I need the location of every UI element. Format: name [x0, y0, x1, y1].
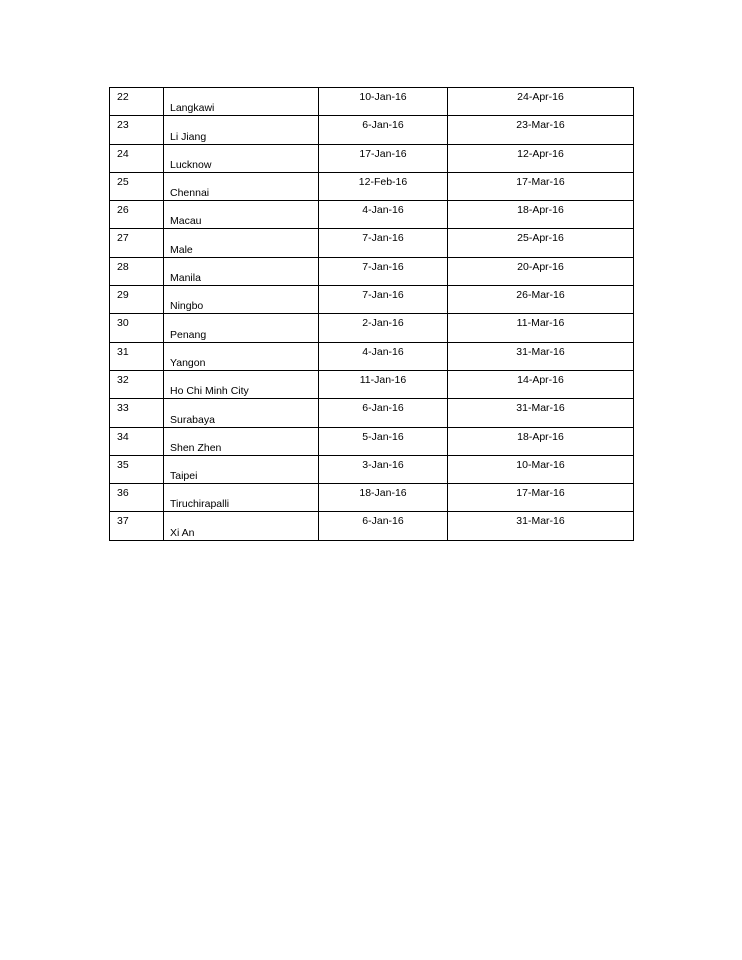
- city-name: Langkawi: [170, 102, 215, 115]
- row-number: 33: [117, 402, 129, 415]
- city-cell: [164, 484, 319, 512]
- schedule-table: [109, 87, 634, 541]
- end-date: 25-Apr-16: [517, 232, 564, 245]
- start-date-cell: [319, 399, 448, 427]
- table-row: [110, 455, 634, 483]
- start-date-cell: [319, 512, 448, 540]
- row-number: 32: [117, 373, 129, 386]
- table-row: [110, 116, 634, 144]
- end-date-cell: [448, 172, 634, 200]
- start-date-cell: [319, 314, 448, 342]
- table-row: [110, 342, 634, 370]
- row-number-cell: [110, 286, 164, 314]
- table-row: [110, 314, 634, 342]
- row-number-cell: [110, 229, 164, 257]
- end-date: 17-Mar-16: [516, 487, 565, 500]
- row-number: 30: [117, 317, 129, 330]
- start-date-cell: [319, 201, 448, 229]
- city-name: Chennai: [170, 187, 210, 200]
- row-number-cell: [110, 484, 164, 512]
- start-date: 7-Jan-16: [362, 260, 404, 273]
- end-date: 31-Mar-16: [516, 345, 565, 358]
- city-name: Macau: [170, 215, 202, 228]
- end-date-cell: [448, 512, 634, 540]
- end-date: 12-Apr-16: [517, 147, 564, 160]
- table-row: [110, 144, 634, 172]
- end-date: 20-Apr-16: [517, 260, 564, 273]
- table-row: [110, 512, 634, 540]
- row-number: 28: [117, 260, 129, 273]
- start-date-cell: [319, 229, 448, 257]
- table-row: [110, 427, 634, 455]
- end-date-cell: [448, 286, 634, 314]
- city-cell: [164, 88, 319, 116]
- start-date: 10-Jan-16: [359, 91, 407, 103]
- row-number-cell: [110, 512, 164, 540]
- end-date: 18-Apr-16: [517, 430, 564, 443]
- row-number-cell: [110, 399, 164, 427]
- city-cell: [164, 229, 319, 257]
- row-number-cell: [110, 116, 164, 144]
- start-date: 6-Jan-16: [362, 402, 404, 415]
- row-number-cell: [110, 88, 164, 116]
- start-date: 11-Jan-16: [359, 373, 407, 386]
- city-name: Yangon: [170, 356, 206, 369]
- city-name: Surabaya: [170, 413, 215, 426]
- row-number-cell: [110, 455, 164, 483]
- city-cell: [164, 314, 319, 342]
- end-date-cell: [448, 88, 634, 116]
- city-cell: [164, 455, 319, 483]
- row-number: 27: [117, 232, 129, 245]
- start-date: 5-Jan-16: [362, 430, 404, 443]
- city-name: Penang: [170, 328, 207, 341]
- row-number: 35: [117, 458, 129, 471]
- row-number: 22: [117, 91, 129, 103]
- end-date: 31-Mar-16: [516, 402, 565, 415]
- row-number: 26: [117, 204, 129, 217]
- row-number-cell: [110, 370, 164, 398]
- row-number: 25: [117, 175, 129, 188]
- city-cell: [164, 427, 319, 455]
- row-number: 24: [117, 147, 129, 160]
- city-name: Lucknow: [170, 158, 212, 171]
- city-cell: [164, 172, 319, 200]
- table-row: [110, 370, 634, 398]
- row-number: 36: [117, 487, 129, 500]
- row-number-cell: [110, 427, 164, 455]
- start-date: 4-Jan-16: [362, 204, 404, 217]
- start-date: 7-Jan-16: [362, 289, 404, 302]
- start-date: 3-Jan-16: [362, 458, 404, 471]
- end-date-cell: [448, 144, 634, 172]
- end-date: 18-Apr-16: [517, 204, 564, 217]
- end-date-cell: [448, 229, 634, 257]
- end-date-cell: [448, 455, 634, 483]
- end-date-cell: [448, 427, 634, 455]
- city-cell: [164, 201, 319, 229]
- table-row: [110, 172, 634, 200]
- start-date: 2-Jan-16: [362, 317, 404, 330]
- table-row: [110, 286, 634, 314]
- row-number-cell: [110, 257, 164, 285]
- end-date: 24-Apr-16: [517, 91, 564, 103]
- schedule-table-body: [110, 88, 634, 541]
- start-date-cell: [319, 484, 448, 512]
- end-date-cell: [448, 201, 634, 229]
- start-date-cell: [319, 257, 448, 285]
- table-row: [110, 88, 634, 116]
- city-name: Manila: [170, 272, 201, 285]
- end-date-cell: [448, 399, 634, 427]
- start-date-cell: [319, 116, 448, 144]
- end-date-cell: [448, 484, 634, 512]
- end-date-cell: [448, 257, 634, 285]
- row-number-cell: [110, 342, 164, 370]
- city-name: Li Jiang: [170, 130, 207, 143]
- city-cell: [164, 512, 319, 540]
- end-date-cell: [448, 314, 634, 342]
- city-name: Ho Chi Minh City: [170, 385, 249, 398]
- city-cell: [164, 257, 319, 285]
- table-row: [110, 201, 634, 229]
- table-row: [110, 229, 634, 257]
- row-number-cell: [110, 172, 164, 200]
- start-date-cell: [319, 144, 448, 172]
- city-cell: [164, 144, 319, 172]
- end-date: 11-Mar-16: [516, 317, 565, 330]
- table-row: [110, 484, 634, 512]
- row-number: 37: [117, 515, 129, 528]
- end-date: 23-Mar-16: [516, 119, 565, 132]
- row-number-cell: [110, 144, 164, 172]
- city-name: Shen Zhen: [170, 441, 222, 454]
- start-date: 6-Jan-16: [362, 119, 404, 132]
- start-date-cell: [319, 172, 448, 200]
- row-number: 31: [117, 345, 129, 358]
- start-date-cell: [319, 370, 448, 398]
- end-date-cell: [448, 342, 634, 370]
- end-date-cell: [448, 116, 634, 144]
- city-name: Taipei: [170, 470, 198, 483]
- city-name: Ningbo: [170, 300, 204, 313]
- table-row: [110, 257, 634, 285]
- row-number-cell: [110, 201, 164, 229]
- end-date-cell: [448, 370, 634, 398]
- start-date-cell: [319, 88, 448, 116]
- end-date: 26-Mar-16: [516, 289, 565, 302]
- start-date: 18-Jan-16: [359, 487, 407, 500]
- city-name: Xi An: [170, 526, 195, 539]
- city-name: Tiruchirapalli: [170, 498, 230, 511]
- start-date: 4-Jan-16: [362, 345, 404, 358]
- start-date-cell: [319, 342, 448, 370]
- start-date: 7-Jan-16: [362, 232, 404, 245]
- city-name: Male: [170, 243, 193, 256]
- city-cell: [164, 342, 319, 370]
- start-date-cell: [319, 455, 448, 483]
- end-date: 14-Apr-16: [517, 373, 564, 386]
- table-row: [110, 399, 634, 427]
- city-cell: [164, 286, 319, 314]
- row-number-cell: [110, 314, 164, 342]
- end-date: 17-Mar-16: [516, 175, 565, 188]
- row-number: 29: [117, 289, 129, 302]
- end-date: 10-Mar-16: [516, 458, 565, 471]
- start-date-cell: [319, 286, 448, 314]
- start-date: 12-Feb-16: [358, 175, 408, 188]
- city-cell: [164, 116, 319, 144]
- city-cell: [164, 399, 319, 427]
- end-date: 31-Mar-16: [516, 515, 565, 528]
- row-number: 23: [117, 119, 129, 132]
- start-date-cell: [319, 427, 448, 455]
- city-cell: [164, 370, 319, 398]
- start-date: 6-Jan-16: [362, 515, 404, 528]
- start-date: 17-Jan-16: [359, 147, 407, 160]
- row-number: 34: [117, 430, 129, 443]
